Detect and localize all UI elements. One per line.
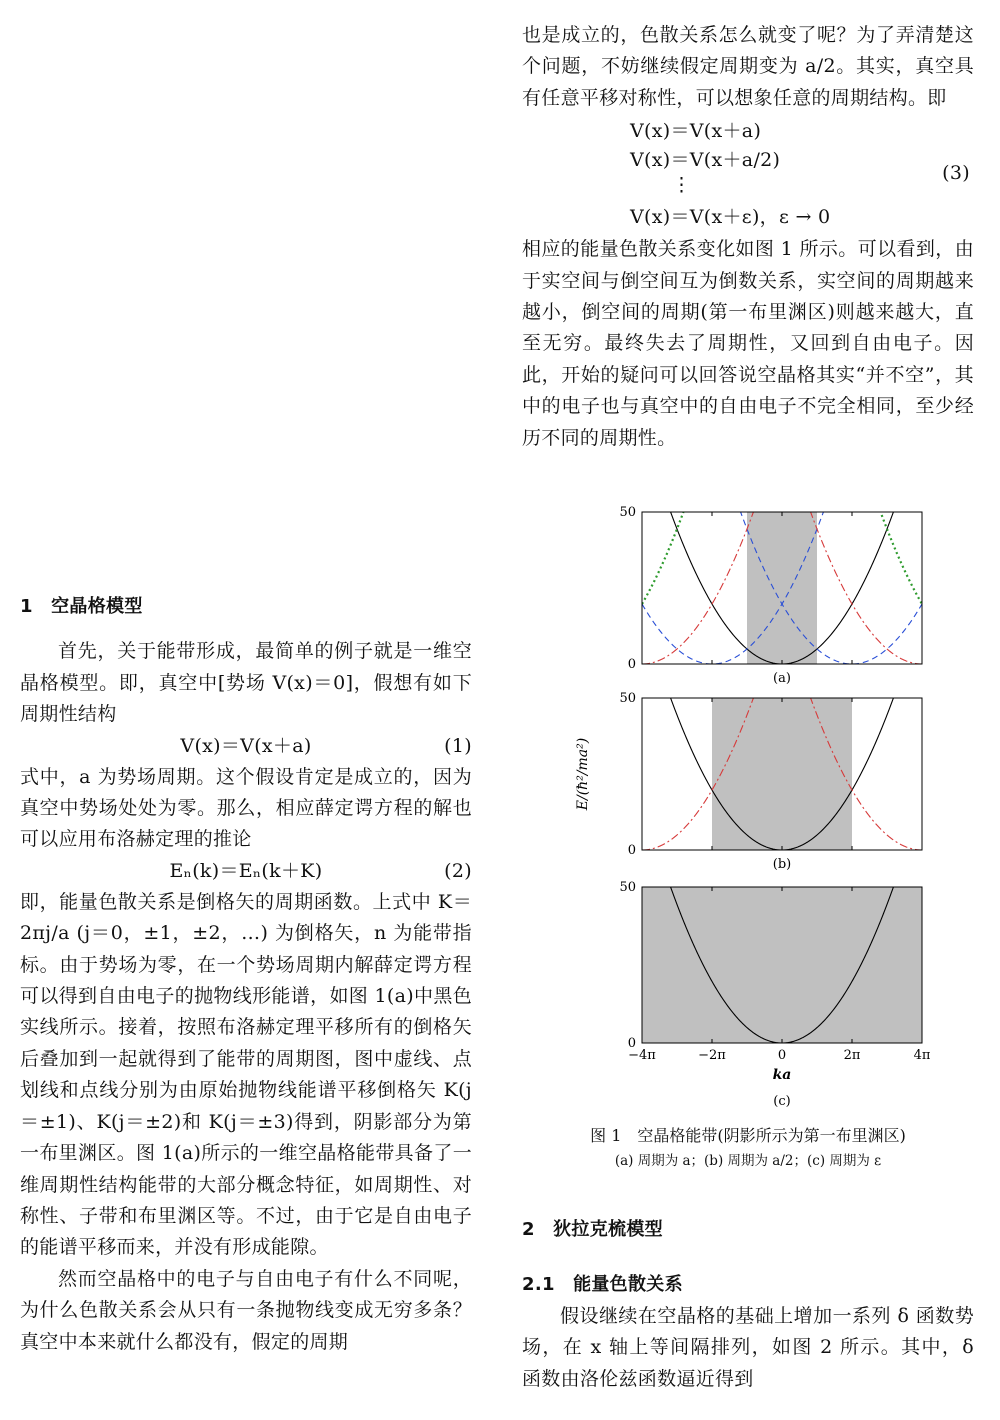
equation-1-body: V(x)＝V(x＋a) <box>180 734 312 757</box>
right-column-lower <box>522 1214 974 1395</box>
paragraph: 式中，a 为势场周期。这个假设肯定是成立的，因为真空中势场处处为零。那么，相应薛定谔方程的解也可以应用布洛赫定理的推论 <box>20 765 472 851</box>
paragraph: 相应的能量色散关系变化如图 1 所示。可以看到，由于实空间与倒空间互为倒数关系，实空间的周期越来越小，倒空间的周期(第一布里渊区)则越来越大，直至无穷。最终失去了周期性，又回到自由电子。因此，开始的疑问可以回答说空晶格其实“并不空”，其中的电子也与真空中的自由电子不完全相同，至少经历不同的周期性。 <box>522 238 974 449</box>
paragraph: 也是成立的，色散关系怎么就变了呢？为了弄清楚这个问题，不妨继续假定周期变为 a/2。其实，真空具有任意平移对称性，可以想象任意的周期结构。即 <box>522 24 974 109</box>
equation-3-number: (3) <box>942 162 970 185</box>
panel-label: (b) <box>772 857 792 872</box>
x-tick-label: 0 <box>777 1048 787 1063</box>
brillouin-zone-shading <box>642 887 922 1043</box>
panel-label: (a) <box>773 671 791 686</box>
section-2-1-heading: 2.1 能量色散关系 <box>522 1274 683 1296</box>
equation-2-body: Eₙ(k)＝Eₙ(k＋K) <box>169 859 323 882</box>
x-tick-label: −4π <box>628 1048 656 1063</box>
x-tick-label: 4π <box>913 1048 931 1063</box>
section-1-heading: 1 空晶格模型 <box>20 596 143 617</box>
equation-1 <box>20 731 472 762</box>
paragraph: 然而空晶格中的电子与自由电子有什么不同呢，为什么色散关系会从只有一条抛物线变成无穷多条？真空中本来就什么都没有，假定的周期 <box>20 1267 472 1353</box>
paragraph: 首先，关于能带形成，最简单的例子就是一维空晶格模型。即，真空中[势场 V(x)＝0]，假想有如下周期性结构 <box>20 640 472 726</box>
section-2-heading: 2 狄拉克梳模型 <box>522 1219 663 1240</box>
brillouin-zone-shading <box>712 698 852 850</box>
equation-2-number: (2) <box>444 859 472 882</box>
figure-subcaption: (a) 周期为 a；(b) 周期为 a/2；(c) 周期为 ε <box>614 1153 882 1169</box>
equation-3-line-4: V(x)＝V(x＋ε)，ε → 0 <box>630 206 831 229</box>
right-column <box>522 20 974 454</box>
y-axis-label: E/(ħ²/ma²) <box>575 737 591 811</box>
equation-3-line-1: V(x)＝V(x＋a) <box>630 120 762 143</box>
equation-2 <box>20 856 472 887</box>
x-axis-label: ka <box>772 1067 792 1083</box>
equation-3-line-2: V(x)＝V(x＋a/2) <box>630 149 781 172</box>
y-tick-label: 50 <box>619 505 636 520</box>
equation-1-number: (1) <box>444 734 472 757</box>
brillouin-zone-shading <box>747 512 817 664</box>
paragraph: 即，能量色散关系是倒格矢的周期函数。上式中 K＝2πj/a (j＝0，±1，±2，…) 为倒格矢，n 为能带指标。由于势场为零，在一个势场周期内解薛定谔方程可以得到自由电子的抛物线形能谱，如图 1(a)中黑色实线所示。接着，按照布洛赫定理平移所有的倒格矢后叠加到一起就得到了能带的周期图，图中虚线、点划线和点线分别为由原始抛物线能谱平移倒格矢 K(j＝±1)、K(j＝±2)和 K(j＝±3)得到，阴影部分为第一布里渊区。图 1(a)所示的一维空晶格能带具备了一维周期性结构能带的大部分概念特征，如周期性、对称性、子带和布里渊区等。不过，由于它是自由电子的能谱平移而来，并没有形成能隙。 <box>20 890 472 1259</box>
y-tick-label: 50 <box>619 691 636 706</box>
y-tick-label: 0 <box>627 1036 636 1051</box>
y-tick-label: 0 <box>627 843 636 858</box>
panel-label: (c) <box>773 1094 791 1109</box>
left-column <box>20 591 472 1358</box>
y-tick-label: 50 <box>619 880 636 895</box>
x-tick-label: −2π <box>698 1048 726 1063</box>
paragraph: 假设继续在空晶格的基础上增加一系列 δ 函数势场，在 x 轴上等间隔排列，如图 2 所示。其中，δ 函数由洛伦兹函数逼近得到 <box>522 1304 974 1390</box>
y-tick-label: 0 <box>627 657 636 672</box>
figure-caption: 图 1 空晶格能带(阴影所示为第一布里渊区) <box>590 1126 906 1145</box>
equation-3-ellipsis: ⋮ <box>672 174 692 197</box>
x-tick-label: 2π <box>843 1048 861 1063</box>
equation-3 <box>522 116 974 234</box>
figure-1 <box>555 500 975 1120</box>
